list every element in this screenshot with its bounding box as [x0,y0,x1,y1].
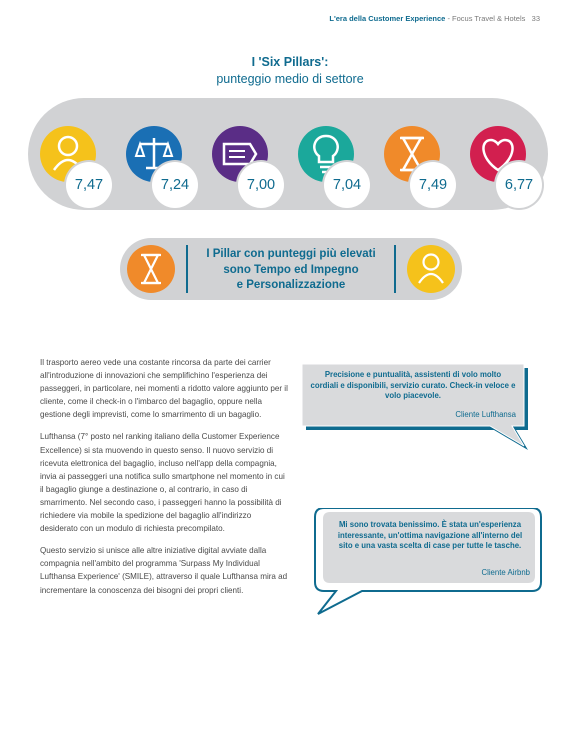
pillar-score: 7,00 [238,162,284,208]
pillar-resolution [298,126,378,226]
highlight-panel [120,238,462,300]
page-header [329,14,540,23]
pillar-score: 6,77 [496,162,542,208]
pillar-score: 7,47 [66,162,112,208]
header-title: L'era della Customer Experience [329,14,446,23]
pillar-score: 7,24 [152,162,198,208]
pillar-integrity [126,126,206,226]
quote-text: Mi sono trovata benissimo. È stata un'esperienza interessante, un'ottima navigazione all'interno del sito e una vasta scelta di case per tutte le tasche. [337,520,523,550]
paragraph: Lufthansa (7° posto nel ranking italiano della Customer Experience Excellence) si sta muovendo in questo senso. Il nuovo servizio di ricevuta elettronica del bagaglio, incluso nell'app della compagnia, invia ai passeggeri una notifica sullo smartphone nel momento in cui il bagaglio giunge a destinazione o, al contrario, in caso di smarrimento. Nel secondo caso, i passeggeri hanno la possibilità di richiedere via mobile la spedizione del bagaglio all'indirizzo desiderato con un modulo di richiesta precompilato. [40,432,285,534]
highlight-line1: I Pillar con punteggi più elevati [206,248,376,260]
highlight-line2: sono Tempo ed Impegno [223,263,359,276]
pillar-time-effort [384,126,464,226]
paragraph: Il trasporto aereo vede una costante rincorsa da parte dei carrier all'introduzione di innovazioni che semplifichino l'esperienza dei passeggeri, in particolare, nei momenti a ridotto valore aggiunto per il cliente, come il check-in o l'imbarco del bagaglio, oppure nella gestione degli imprevisti, come lo smarrimento di un bagaglio. [40,358,288,420]
highlight-line3: e Personalizzazione [236,279,346,291]
highlight-text [186,245,396,293]
pillar-personalization [40,126,120,226]
pillar-score: 7,04 [324,162,370,208]
pillar-expectations [212,126,292,226]
page-number: 33 [531,14,540,23]
paragraph: Questo servizio si unisce alle altre iniziative digital avviate dalla compagnia nell'ambito del programma 'Surpass My Individual Lufthansa Experience' (SMILE), attraverso il quale Lufthansa mira ad incrementare la conoscenza dei bisogni dei propri clienti. [40,546,288,595]
quote-text: Precisione e puntualità, assistenti di volo molto cordiali e disponibili, servizio curato. Check-in veloce e volo piacevole. [310,370,516,400]
article-body [40,356,290,606]
quote-bubble-airbnb [300,508,545,620]
header-subtitle: - Focus Travel & Hotels [445,14,526,23]
personalization-icon [407,245,455,293]
section-title: I 'Six Pillars': [251,55,329,69]
section-subtitle: punteggio medio di settore [216,72,364,86]
quote-bubble-lufthansa [298,360,543,456]
pillar-empathy [470,126,550,226]
hourglass-icon [127,245,175,293]
quote-author: Cliente Lufthansa [455,410,516,419]
pillars-panel [28,98,548,210]
quote-author: Cliente Airbnb [481,568,530,577]
pillar-score: 7,49 [410,162,456,208]
